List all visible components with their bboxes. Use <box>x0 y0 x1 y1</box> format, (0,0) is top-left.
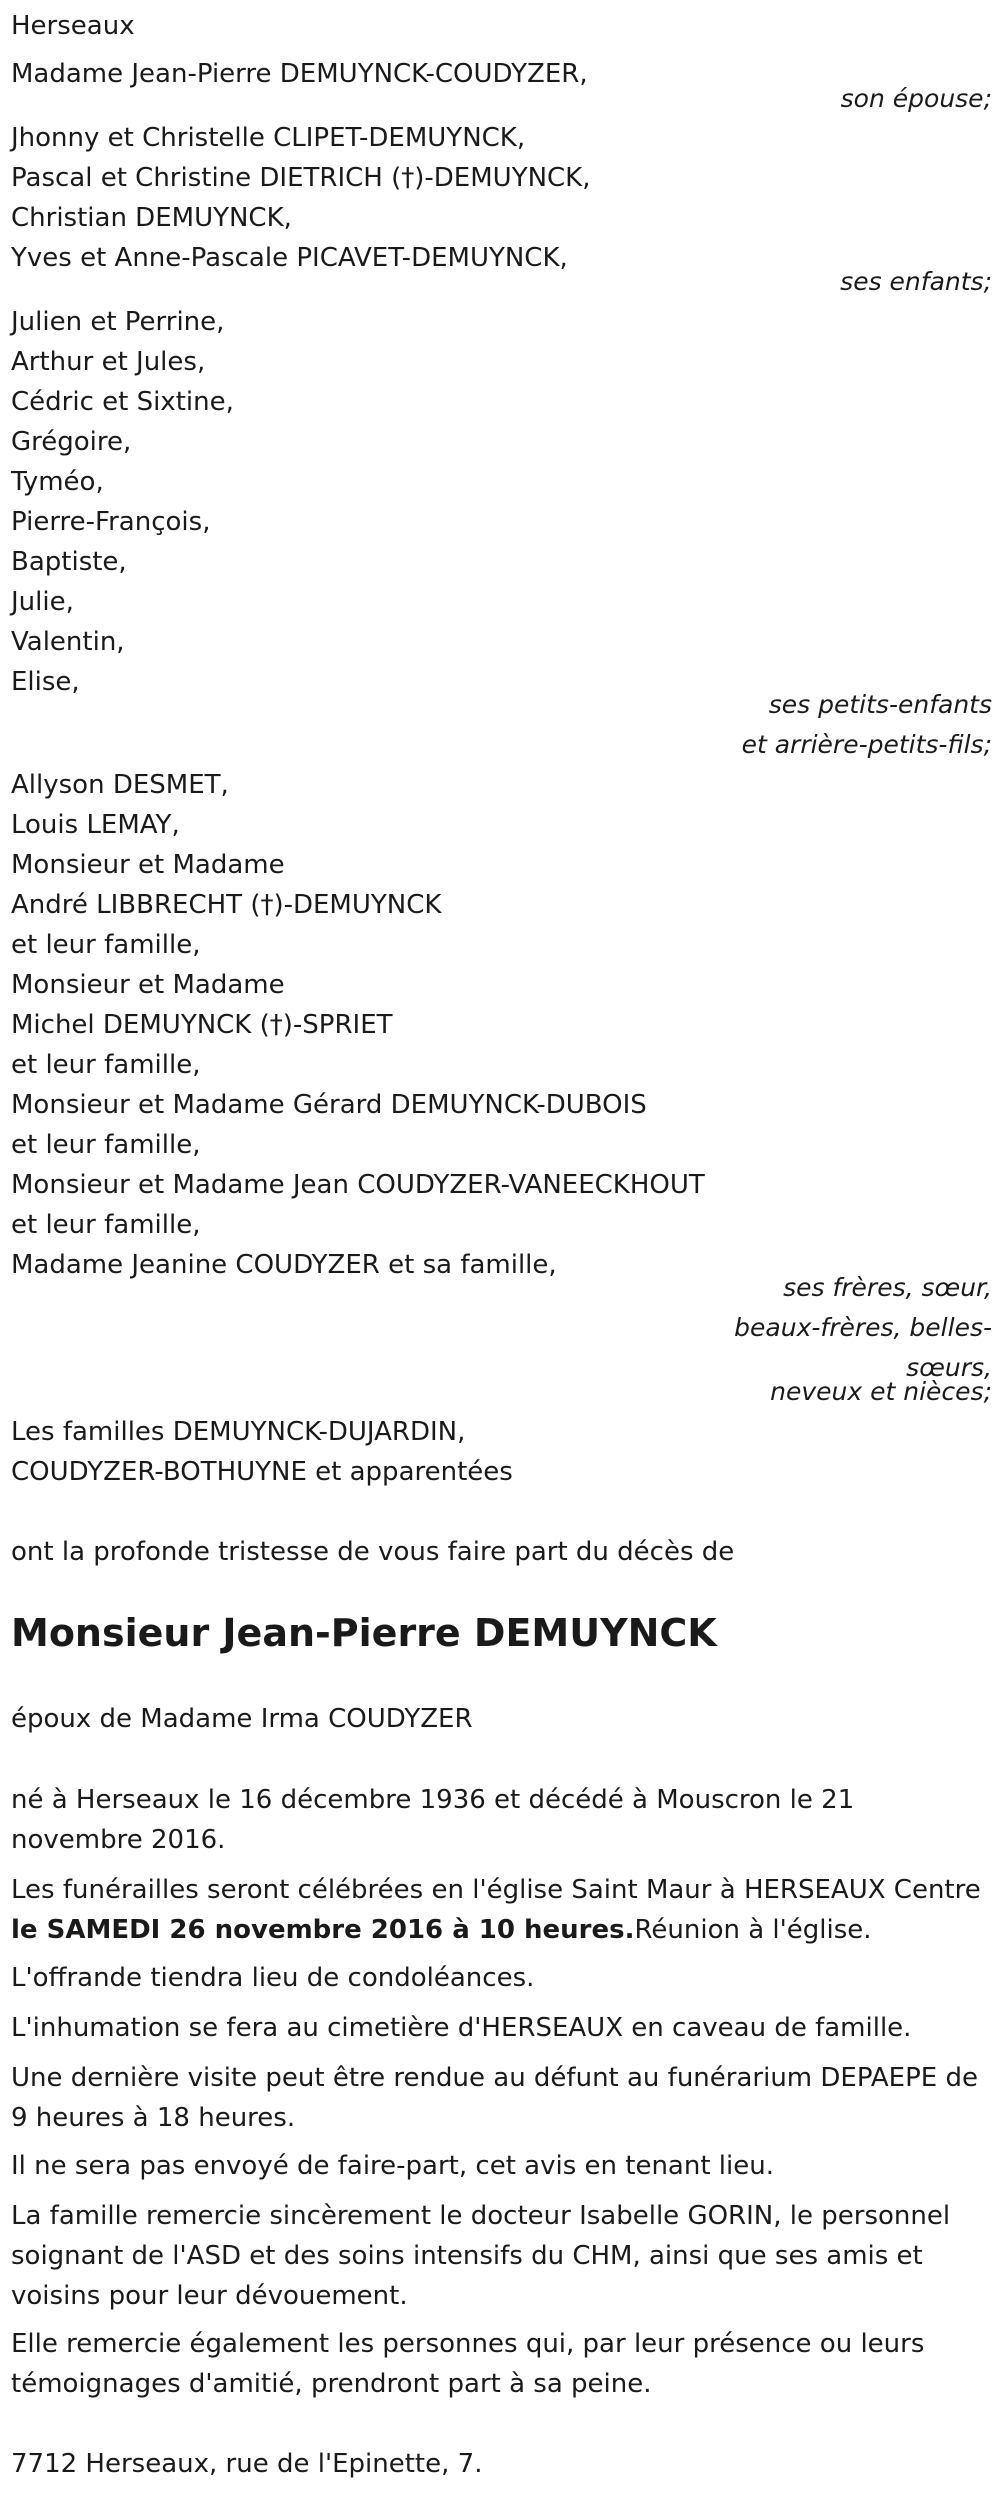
grandchild-8: Julie, <box>11 587 74 617</box>
grandchild-7: Baptiste, <box>11 547 127 577</box>
relative-13: Madame Jeanine COUDYZER et sa famille, <box>11 1250 557 1280</box>
relative-12: et leur famille, <box>11 1210 201 1240</box>
spouse-name: Madame Jean-Pierre DEMUYNCK-COUDYZER, <box>11 59 588 89</box>
relative-4: André LIBBRECHT (†)-DEMUYNCK <box>11 890 442 920</box>
funeral-date: le SAMEDI 26 novembre 2016 à 10 heures. <box>11 1915 635 1945</box>
birth-death-info: né à Herseaux le 16 décembre 1936 et décédé à Mouscron le 21 novembre 2016. <box>11 1785 855 1855</box>
no-card-notice: Il ne sera pas envoyé de faire-part, cet avis en tenant lieu. <box>11 2151 774 2181</box>
child-3: Christian DEMUYNCK, <box>11 203 292 233</box>
grandchild-9: Valentin, <box>11 627 125 657</box>
funeral-meeting: Réunion à l'église. <box>634 1915 872 1945</box>
burial-info: L'inhumation se fera au cimetière d'HERSEAUX en caveau de famille. <box>11 2013 912 2043</box>
spouse-of: époux de Madame Irma COUDYZER <box>11 1704 473 1734</box>
relative-11: Monsieur et Madame Jean COUDYZER-VANEECKHOUT <box>11 1170 705 1200</box>
relative-1: Allyson DESMET, <box>11 770 229 800</box>
siblings-role-1: ses frères, sœur, <box>783 1273 992 1302</box>
relative-3: Monsieur et Madame <box>11 850 285 880</box>
grandchildren-role-2: et arrière-petits-fils; <box>741 730 992 759</box>
grandchild-4: Grégoire, <box>11 427 132 457</box>
grandchild-2: Arthur et Jules, <box>11 347 206 377</box>
relative-10: et leur famille, <box>11 1130 201 1160</box>
relative-6: Monsieur et Madame <box>11 970 285 1000</box>
grandchild-10: Elise, <box>11 667 80 697</box>
thanks-others: Elle remercie également les personnes qui, par leur présence ou leurs témoignages d'amitié, prendront part à sa peine. <box>11 2329 925 2399</box>
spouse-role: son épouse; <box>840 84 992 113</box>
offering-note: L'offrande tiendra lieu de condoléances. <box>11 1963 535 1993</box>
relative-5: et leur famille, <box>11 930 201 960</box>
town-header: Herseaux <box>11 11 135 41</box>
grandchild-5: Tyméo, <box>11 467 104 497</box>
siblings-role-3: sœurs, <box>906 1353 992 1382</box>
visit-info: Une dernière visite peut être rendue au défunt au funérarium DEPAEPE de 9 heures à 18 heures. <box>11 2063 978 2133</box>
grandchildren-role-1: ses petits-enfants <box>768 690 992 719</box>
funeral-text: Les funérailles seront célébrées en l'église Saint Maur à HERSEAUX Centre <box>11 1875 981 1905</box>
child-1: Jhonny et Christelle CLIPET-DEMUYNCK, <box>11 123 526 153</box>
thanks-doctor: La famille remercie sincèrement le docteur Isabelle GORIN, le personnel soignant de l'ASD et des soins intensifs du CHM, ainsi que ses amis et voisins pour leur dévouement. <box>11 2201 951 2311</box>
deceased-name: Monsieur Jean-Pierre DEMUYNCK <box>11 1611 717 1655</box>
child-4: Yves et Anne-Pascale PICAVET-DEMUYNCK, <box>11 243 568 273</box>
grandchild-1: Julien et Perrine, <box>11 307 225 337</box>
relative-8: et leur famille, <box>11 1050 201 1080</box>
siblings-role-2: beaux-frères, belles- <box>734 1313 992 1342</box>
child-2: Pascal et Christine DIETRICH (†)-DEMUYNCK, <box>11 163 591 193</box>
extended-family-1: Les familles DEMUYNCK-DUJARDIN, <box>11 1417 466 1447</box>
relative-9: Monsieur et Madame Gérard DEMUYNCK-DUBOIS <box>11 1090 647 1120</box>
grandchild-6: Pierre-François, <box>11 507 211 537</box>
relative-7: Michel DEMUYNCK (†)-SPRIET <box>11 1010 393 1040</box>
grandchild-3: Cédric et Sixtine, <box>11 387 234 417</box>
announcement-intro: ont la profonde tristesse de vous faire part du décès de <box>11 1537 735 1567</box>
relative-2: Louis LEMAY, <box>11 810 180 840</box>
address: 7712 Herseaux, rue de l'Epinette, 7. <box>11 2449 483 2479</box>
funeral-info <box>11 1870 991 1950</box>
extended-family-2: COUDYZER-BOTHUYNE et apparentées <box>11 1457 513 1487</box>
children-role: ses enfants; <box>840 267 992 296</box>
siblings-role-4: neveux et nièces; <box>770 1377 992 1406</box>
